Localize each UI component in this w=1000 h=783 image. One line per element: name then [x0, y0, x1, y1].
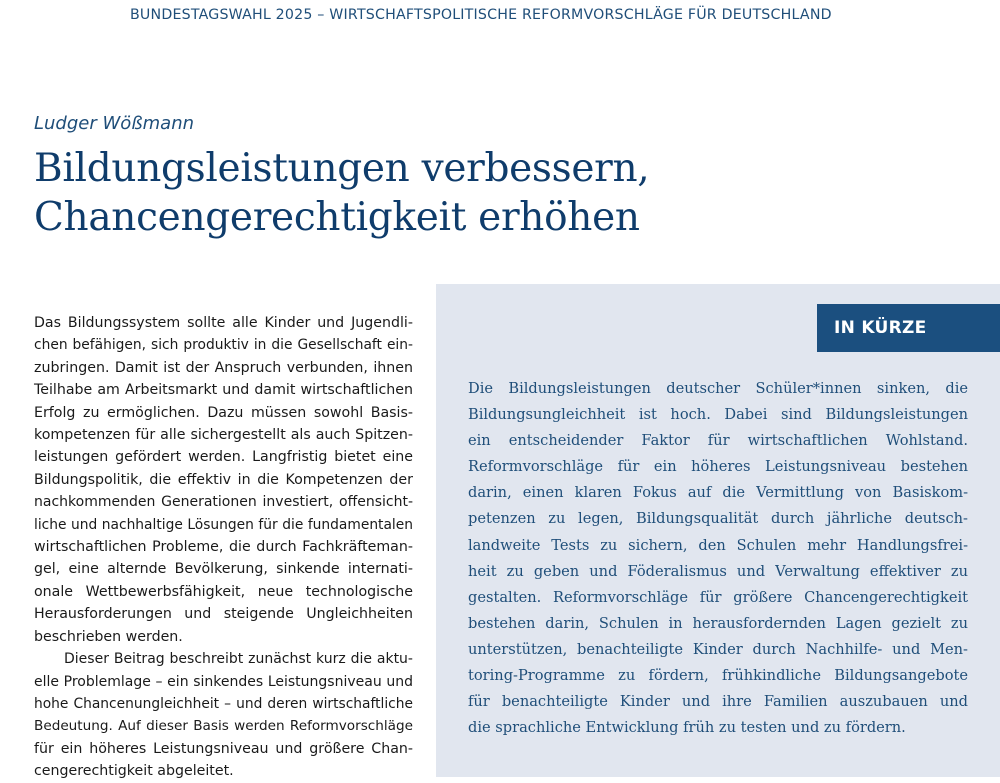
body-line: Bildungspolitik, die effektiv in die Kompetenzen der	[34, 471, 413, 488]
body-line: Dieser Beitrag beschreibt zunächst kurz die aktu-	[64, 651, 413, 668]
summary-line: die sprachliche Entwicklung früh zu testen und zu fördern.	[468, 719, 906, 737]
summary-line: Reformvorschläge für ein höheres Leistungsniveau bestehen	[468, 458, 968, 476]
summary-line: bestehen darin, Schulen in herausfordernden Lagen gezielt zu	[468, 614, 968, 632]
body-line: nachkommenden Generationen investiert, offensicht-	[34, 494, 413, 511]
title-line: Chancengerechtigkeit erhöhen	[34, 195, 640, 240]
summary-line: unterstützen, benachteiligte Kinder durch Nachhilfe- und Men-	[468, 640, 968, 658]
summary-line: darin, einen klaren Fokus auf die Vermittlung von Basiskom-	[468, 484, 968, 502]
body-line: zubringen. Damit ist der Anspruch verbunden, ihnen	[34, 359, 413, 376]
summary-line: Bildungsungleichheit ist hoch. Dabei sind Bildungsleistungen	[468, 406, 968, 424]
body-line: gel, eine alternde Bevölkerung, sinkende internati-	[34, 561, 413, 578]
summary-line: toring-Programme zu fördern, frühkindliche Bildungsangebote	[468, 667, 968, 685]
summary-line: heit zu geben und Föderalismus und Verwaltung effektiver zu	[468, 562, 968, 580]
body-line: Erfolg zu ermöglichen. Dazu müssen sowohl Basis-	[34, 404, 413, 421]
summary-box	[436, 284, 1000, 777]
article-title	[34, 144, 649, 242]
body-line: beschrieben werden.	[34, 628, 183, 645]
body-line: hohe Chancenungleichheit – und deren wirtschaftliche	[34, 695, 413, 712]
author-name: Ludger Wößmann	[34, 113, 195, 134]
summary-line: petenzen zu legen, Bildungsqualität durch jährliche deutsch-	[468, 510, 968, 528]
summary-line: gestalten. Reformvorschläge für größere Chancengerechtigkeit	[468, 588, 968, 606]
summary-line: Die Bildungsleistungen deutscher Schüler*innen sinken, die	[468, 380, 968, 397]
body-line: Teilhabe am Arbeitsmarkt und damit wirtschaftlichen	[34, 382, 413, 399]
in-brief-label: IN KÜRZE	[817, 304, 1000, 352]
body-line: kompetenzen für alle sichergestellt als auch Spitzen-	[34, 427, 413, 444]
body-column	[34, 312, 413, 783]
body-line: wirtschaftlichen Probleme, die durch Fachkräfteman-	[34, 539, 413, 556]
body-line: leistungen gefördert werden. Langfristig bietet eine	[34, 449, 413, 466]
running-header: BUNDESTAGSWAHL 2025 – WIRTSCHAFTSPOLITISCHE REFORMVORSCHLÄGE FÜR DEUTSCHLAND	[130, 7, 832, 23]
body-line: Bedeutung. Auf dieser Basis werden Reformvorschläge	[34, 718, 413, 735]
body-line: Herausforderungen und steigende Ungleichheiten	[34, 606, 413, 623]
summary-line: landweite Tests zu sichern, den Schulen mehr Handlungsfrei-	[468, 536, 968, 554]
body-line: elle Problemlage – ein sinkendes Leistungsniveau und	[34, 673, 413, 690]
summary-line: für benachteiligte Kinder und ihre Familien auszubauen und	[468, 693, 968, 711]
body-line: Das Bildungssystem sollte alle Kinder und Jugendli-	[34, 315, 413, 331]
body-line: chen befähigen, sich produktiv in die Gesellschaft ein-	[34, 337, 413, 354]
summary-line: ein entscheidender Faktor für wirtschaftlichen Wohlstand.	[468, 432, 968, 450]
title-line: Bildungsleistungen verbessern,	[34, 146, 650, 191]
body-line: cengerechtigkeit abgeleitet.	[34, 763, 234, 780]
body-line: für ein höheres Leistungsniveau und größere Chan-	[34, 740, 413, 757]
body-line: onale Wettbewerbsfähigkeit, neue technologische	[34, 583, 413, 600]
body-line: liche und nachhaltige Lösungen für die fundamentalen	[34, 516, 413, 533]
summary-text	[468, 376, 968, 741]
